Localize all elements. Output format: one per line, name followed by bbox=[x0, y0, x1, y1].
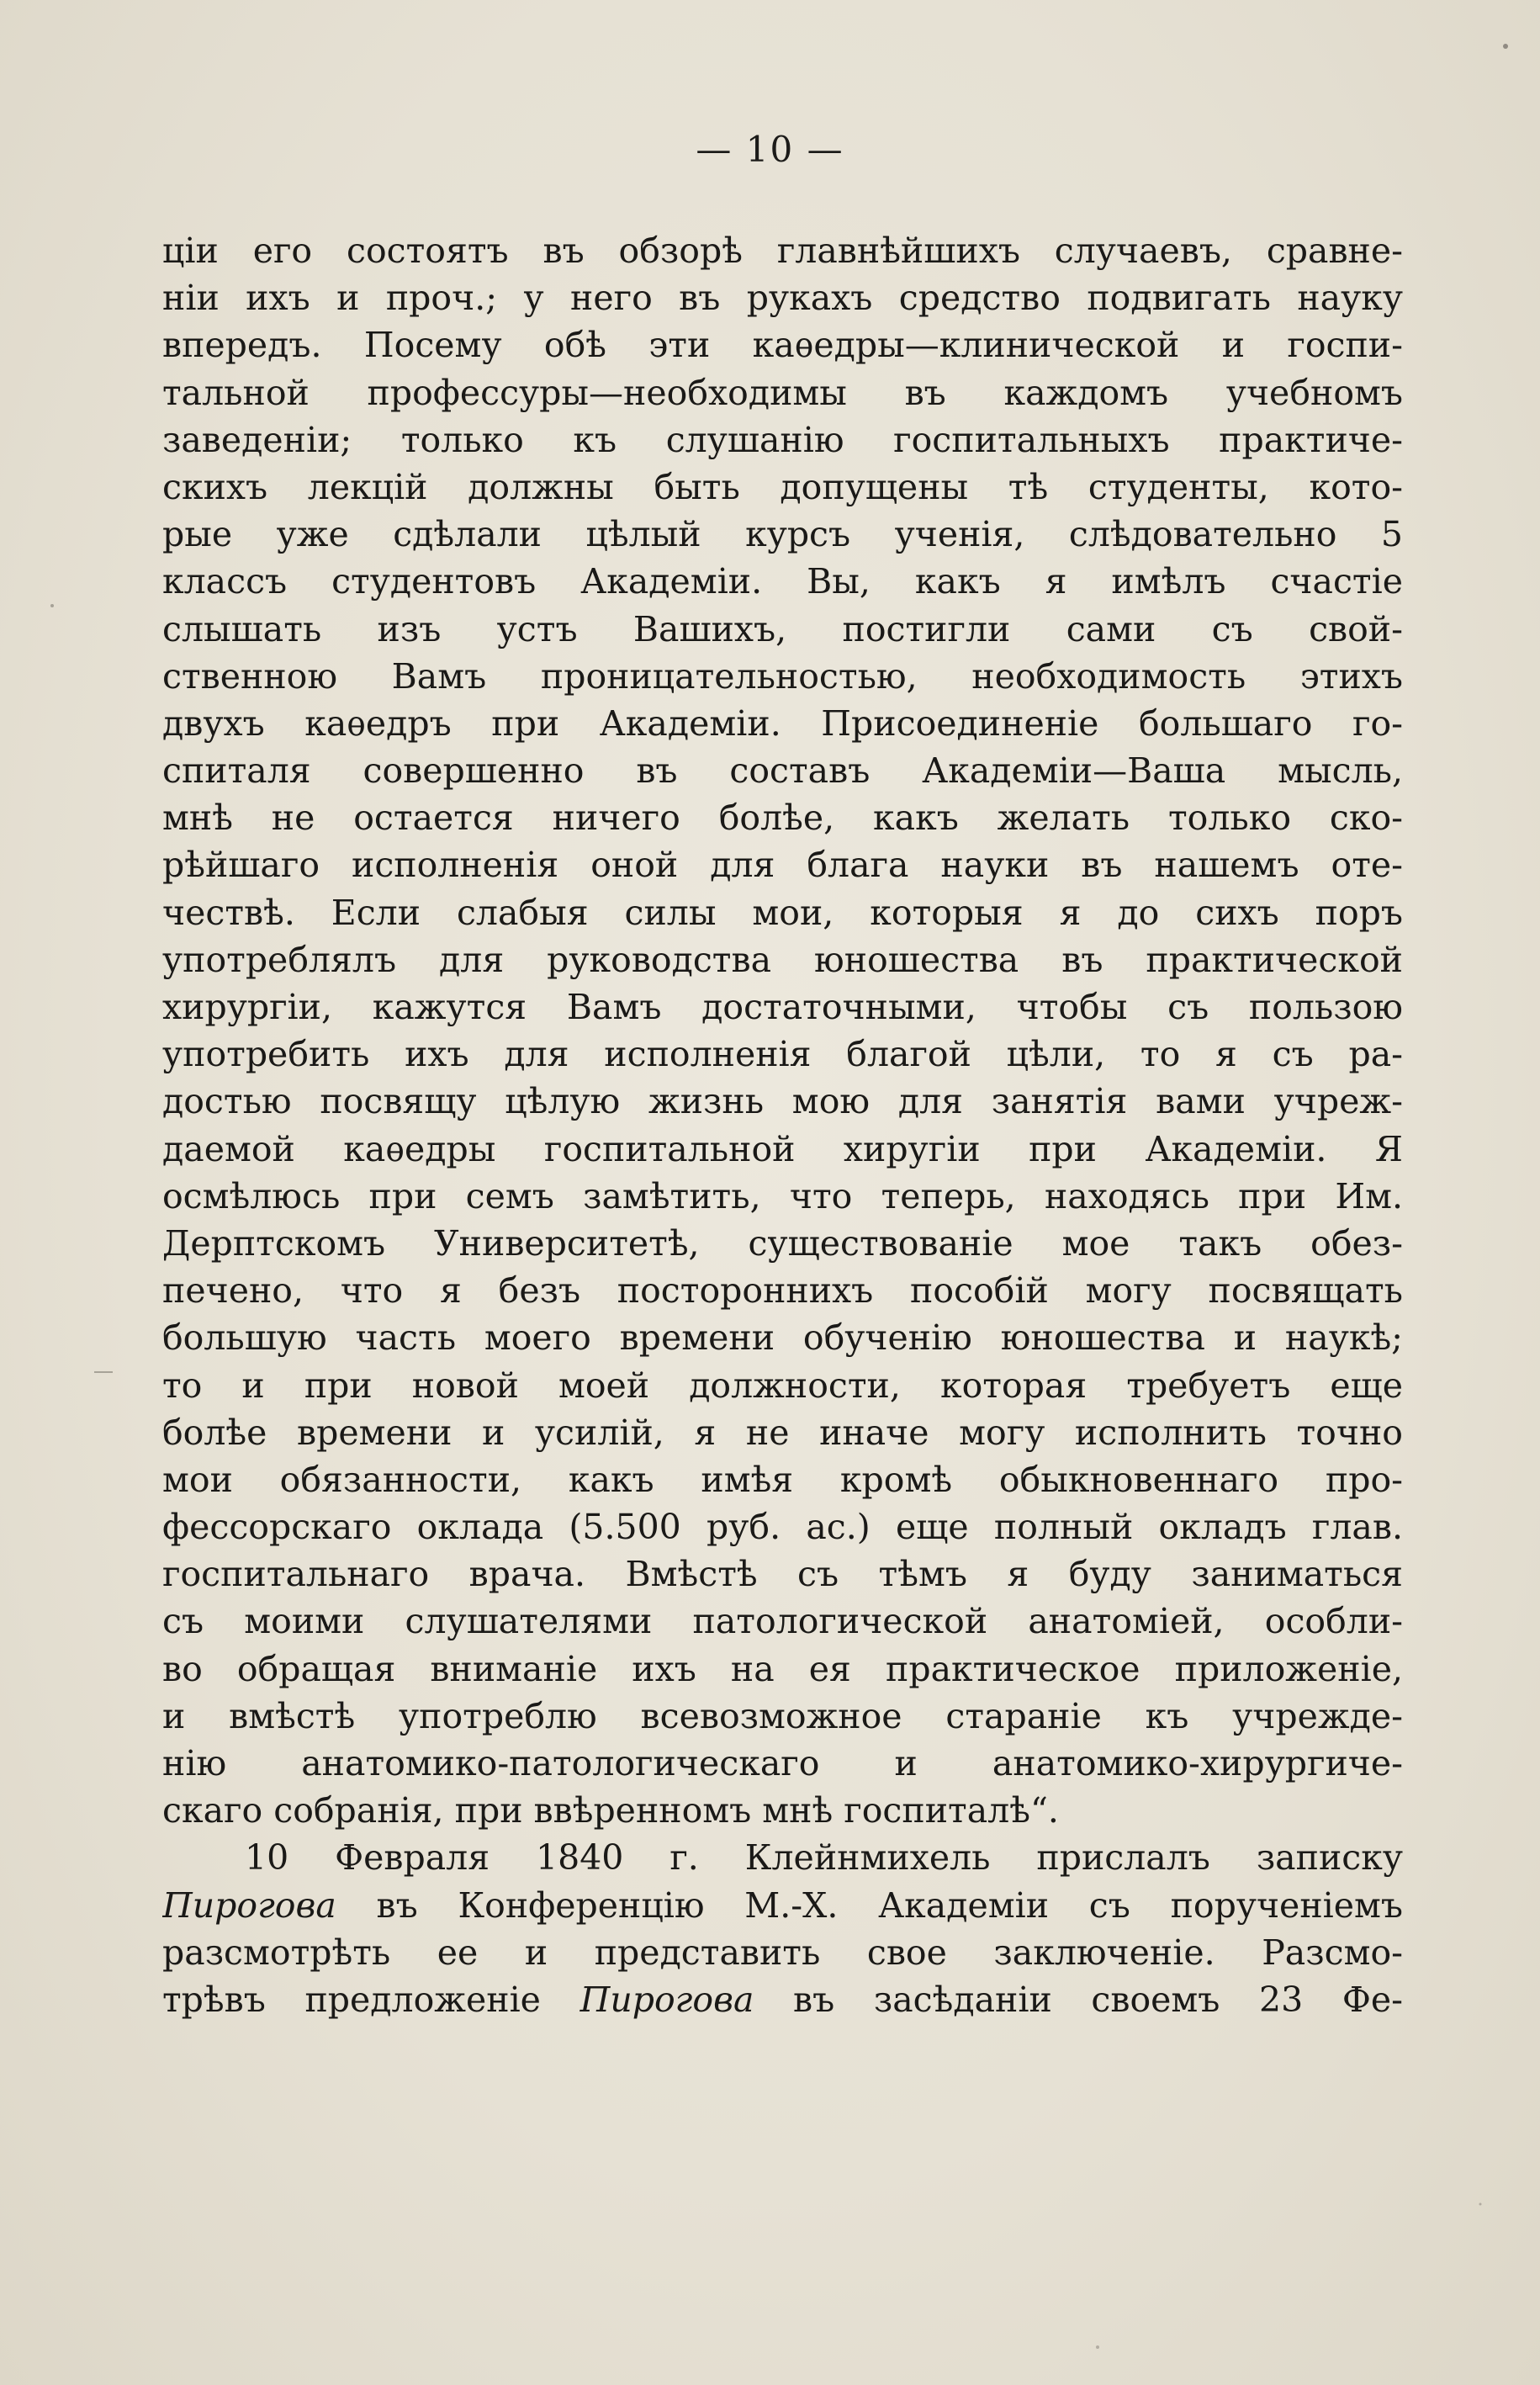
text-line: классъ студентовъ Академіи. Вы, какъ я имѣлъ счастіе bbox=[162, 561, 1403, 602]
page-number: — 10 — bbox=[696, 129, 844, 170]
text-line: разсмотрѣть ее и представить свое заключеніе. Разсмо- bbox=[162, 1932, 1403, 1973]
text-line: достью посвящу цѣлую жизнь мою для занятія вами учреж- bbox=[162, 1081, 1403, 1122]
text-segment: въ засѣданіи своемъ 23 Фе- bbox=[754, 1979, 1403, 2020]
paragraph-start-line: 10 Февраля 1840 г. Клейнмихель прислалъ записку bbox=[245, 1837, 1403, 1879]
text-line: мнѣ не остается ничего болѣе, какъ желать только ско- bbox=[162, 798, 1403, 839]
text-line: фессорскаго оклада (5.500 руб. ас.) еще полный окладъ глав. bbox=[162, 1507, 1403, 1548]
text-line: ственною Вамъ проницательностью, необходимость этихъ bbox=[162, 655, 1403, 697]
text-line: скаго собранія, при ввѣренномъ мнѣ госпиталѣ“. bbox=[162, 1790, 1059, 1831]
text-line: ціи его состоятъ въ обзорѣ главнѣйшихъ случаевъ, сравне- bbox=[162, 231, 1403, 271]
text-line: чествѣ. Если слабыя силы мои, которыя я до сихъ поръ bbox=[162, 892, 1403, 933]
text-line: печено, что я безъ постороннихъ пособій могу посвящать bbox=[162, 1270, 1403, 1312]
text-line: употребить ихъ для исполненія благой цѣли, то я съ ра- bbox=[162, 1034, 1403, 1075]
text-line bbox=[162, 1882, 1403, 1929]
text-line: спиталя совершенно въ составъ Академіи—Ваша мысль, bbox=[162, 750, 1403, 792]
text-line: употреблялъ для руководства юношества въ практической bbox=[162, 939, 1403, 980]
text-line: ніи ихъ и проч.; у него въ рукахъ средство подвигать науку bbox=[162, 278, 1403, 319]
text-line: нію анатомико-патологическаго и анатомико-хирургиче- bbox=[162, 1743, 1403, 1783]
text-line: большую часть моего времени обученію юношества и наукѣ; bbox=[162, 1317, 1403, 1359]
text-line: слышать изъ устъ Вашихъ, постигли сами съ свой- bbox=[162, 608, 1403, 649]
text-segment: трѣвъ предложеніе bbox=[162, 1979, 580, 2020]
text-line: осмѣлюсь при семъ замѣтить, что теперь, находясь при Им. bbox=[162, 1175, 1403, 1216]
text-line: впередъ. Посему обѣ эти каѳедры—клинической и госпи- bbox=[162, 325, 1403, 366]
text-line: съ моими слушателями патологической анатоміей, особли- bbox=[162, 1601, 1403, 1642]
text-line: хирургіи, кажутся Вамъ достаточными, чтобы съ пользою bbox=[162, 987, 1403, 1027]
text-line: Дерптскомъ Университетѣ, существованіе мое такъ обез- bbox=[162, 1222, 1403, 1264]
text-line: рые уже сдѣлали цѣлый курсъ ученія, слѣдовательно 5 bbox=[162, 514, 1403, 555]
text-line: заведеніи; только къ слушанію госпитальныхъ практиче- bbox=[162, 419, 1403, 460]
text-line: двухъ каѳедръ при Академіи. Присоединеніе большаго го- bbox=[162, 702, 1403, 744]
body-text bbox=[162, 227, 1403, 2023]
text-line: тальной профессуры—необходимы въ каждомъ учебномъ bbox=[162, 372, 1403, 413]
italic-name: Пирогова bbox=[162, 1884, 336, 1926]
text-line: скихъ лекцій должны быть допущены тѣ студенты, кото- bbox=[162, 466, 1403, 507]
text-line: болѣе времени и усилій, я не иначе могу исполнить точно bbox=[162, 1412, 1403, 1453]
text-line: во обращая вниманіе ихъ на ея практическое приложеніе, bbox=[162, 1648, 1403, 1689]
text-segment: въ Конференцію М.-Х. Академіи съ порученіемъ bbox=[336, 1884, 1403, 1926]
italic-name: Пирогова bbox=[579, 1979, 754, 2020]
text-line bbox=[162, 1976, 1403, 2023]
text-line: госпитальнаго врача. Вмѣстѣ съ тѣмъ я буду заниматься bbox=[162, 1554, 1403, 1595]
text-line: рѣйшаго исполненія оной для блага науки въ нашемъ оте- bbox=[162, 845, 1403, 886]
text-line: и вмѣстѣ употреблю всевозможное стараніе къ учрежде- bbox=[162, 1695, 1403, 1736]
text-line: то и при новой моей должности, которая требуетъ еще bbox=[162, 1365, 1403, 1406]
text-line: даемой каѳедры госпитальной хиругіи при Академіи. Я bbox=[162, 1128, 1403, 1169]
text-line: мои обязанности, какъ имѣя кромѣ обыкновеннаго про- bbox=[162, 1459, 1403, 1500]
